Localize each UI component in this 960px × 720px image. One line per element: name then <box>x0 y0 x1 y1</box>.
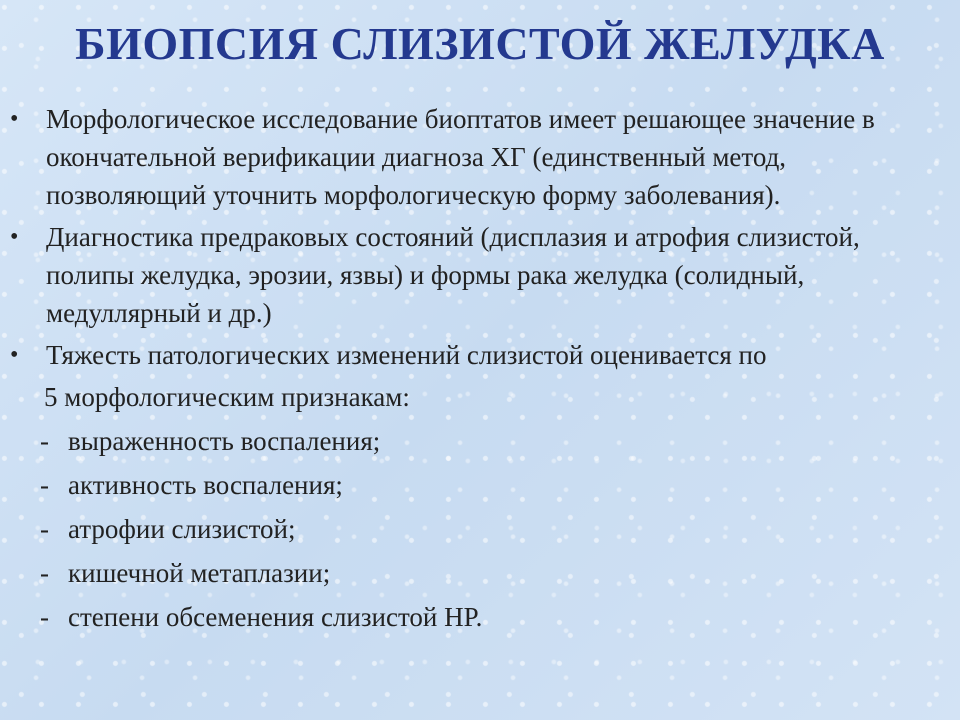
dash-icon: - <box>40 470 49 500</box>
bullet-icon: • <box>10 342 19 368</box>
slide-title: БИОПСИЯ СЛИЗИСТОЙ ЖЕЛУДКА <box>75 18 885 69</box>
sub-list-item <box>0 554 960 592</box>
sub-list-item <box>0 598 960 636</box>
sub-item-text: кишечной метаплазии; <box>68 558 331 588</box>
dash-icon: - <box>40 426 49 456</box>
sub-item-text: степени обсеменения слизистой HP. <box>68 602 483 632</box>
bullet-item <box>0 336 960 374</box>
bullet-icon: • <box>10 224 19 250</box>
sub-list-item <box>0 422 960 460</box>
continuation-line: 5 морфологическим признакам: <box>44 382 410 412</box>
sub-item-text: выраженность воспаления; <box>68 426 381 456</box>
bullet-text: Морфологическое исследование биоптатов имеет решающее значение в окончательной верификации диагноза ХГ (единственный метод, позволяющий уточнить морфологическую форму заболевания). <box>46 104 875 210</box>
bullet-item <box>0 218 960 332</box>
sub-list-item <box>0 510 960 548</box>
dash-icon: - <box>40 602 49 632</box>
sub-item-text: атрофии слизистой; <box>68 514 296 544</box>
bullet-icon: • <box>10 106 19 132</box>
bullet-item <box>0 100 960 214</box>
bullet-text: Тяжесть патологических изменений слизистой оценивается по <box>46 340 767 370</box>
dash-icon: - <box>40 558 49 588</box>
sub-list-item <box>0 466 960 504</box>
sub-item-text: активность воспаления; <box>68 470 343 500</box>
slide-content <box>0 100 960 636</box>
dash-icon: - <box>40 514 49 544</box>
bullet-text: Диагностика предраковых состояний (дисплазия и атрофия слизистой, полипы желудка, эрозии, язвы) и формы рака желудка (солидный, медуллярный и др.) <box>46 222 860 328</box>
